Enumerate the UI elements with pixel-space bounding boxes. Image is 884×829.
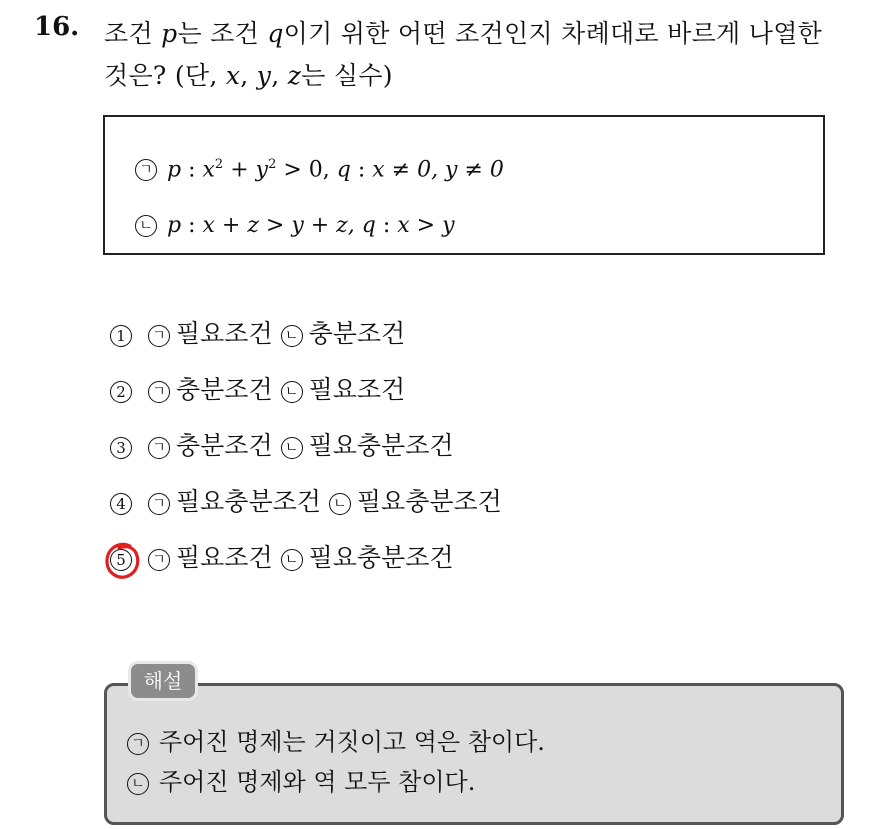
condition-b: ㄴ p : x + z > y + z, q : x > y: [135, 213, 455, 238]
marker-circle-nieun: ㄴ: [135, 215, 157, 237]
marker-circle-giyeok: ㄱ: [148, 437, 170, 459]
marker-circle-nieun: ㄴ: [127, 773, 149, 795]
marker-circle-nieun: ㄴ: [329, 493, 351, 515]
condition-box: [103, 115, 825, 255]
marker-circle-giyeok: ㄱ: [148, 493, 170, 515]
marker-circle-giyeok: ㄱ: [148, 381, 170, 403]
marker-circle-giyeok: ㄱ: [135, 159, 157, 181]
condition-a: ㄱ p : $x^2 + y^2 > 0$, q : x ≠ 0, y ≠ 0: [135, 157, 504, 182]
explanation-box: [104, 683, 844, 825]
explanation-line-2: ㄴ 주어진 명제와 역 모두 참이다.: [127, 762, 475, 797]
choice-number: 1: [110, 325, 132, 347]
marker-circle-nieun: ㄴ: [281, 549, 303, 571]
choice-2[interactable]: 2 ㄱ 충분조건 ㄴ 필요조건: [110, 374, 405, 406]
question-number: 16.: [34, 12, 80, 42]
marker-circle-giyeok: ㄱ: [148, 549, 170, 571]
marker-circle-giyeok: ㄱ: [148, 325, 170, 347]
question-text-line-2: 것은? (단, x, y, z는 실수): [104, 61, 393, 90]
marker-circle-nieun: ㄴ: [281, 381, 303, 403]
choice-1[interactable]: 1 ㄱ 필요조건 ㄴ 충분조건: [110, 318, 405, 350]
choice-5[interactable]: 5 ㄱ 필요조건 ㄴ 필요충분조건: [110, 542, 454, 574]
marker-circle-nieun: ㄴ: [281, 437, 303, 459]
explanation-tab-label: 해설: [128, 661, 198, 701]
choice-3[interactable]: 3 ㄱ 충분조건 ㄴ 필요충분조건: [110, 430, 454, 462]
choice-number: 4: [110, 493, 132, 515]
red-answer-circle-mark: [102, 540, 144, 582]
explanation-line-1: ㄱ 주어진 명제는 거짓이고 역은 참이다.: [127, 722, 545, 757]
choice-number: 5: [110, 549, 132, 571]
choice-4[interactable]: 4 ㄱ 필요충분조건 ㄴ 필요충분조건: [110, 486, 502, 518]
question-text-line-1: 조건 p는 조건 q이기 위한 어떤 조건인지 차례대로 바르게 나열한: [104, 19, 823, 48]
marker-circle-giyeok: ㄱ: [127, 733, 149, 755]
choice-number: 2: [110, 381, 132, 403]
choice-number: 3: [110, 437, 132, 459]
marker-circle-nieun: ㄴ: [281, 325, 303, 347]
